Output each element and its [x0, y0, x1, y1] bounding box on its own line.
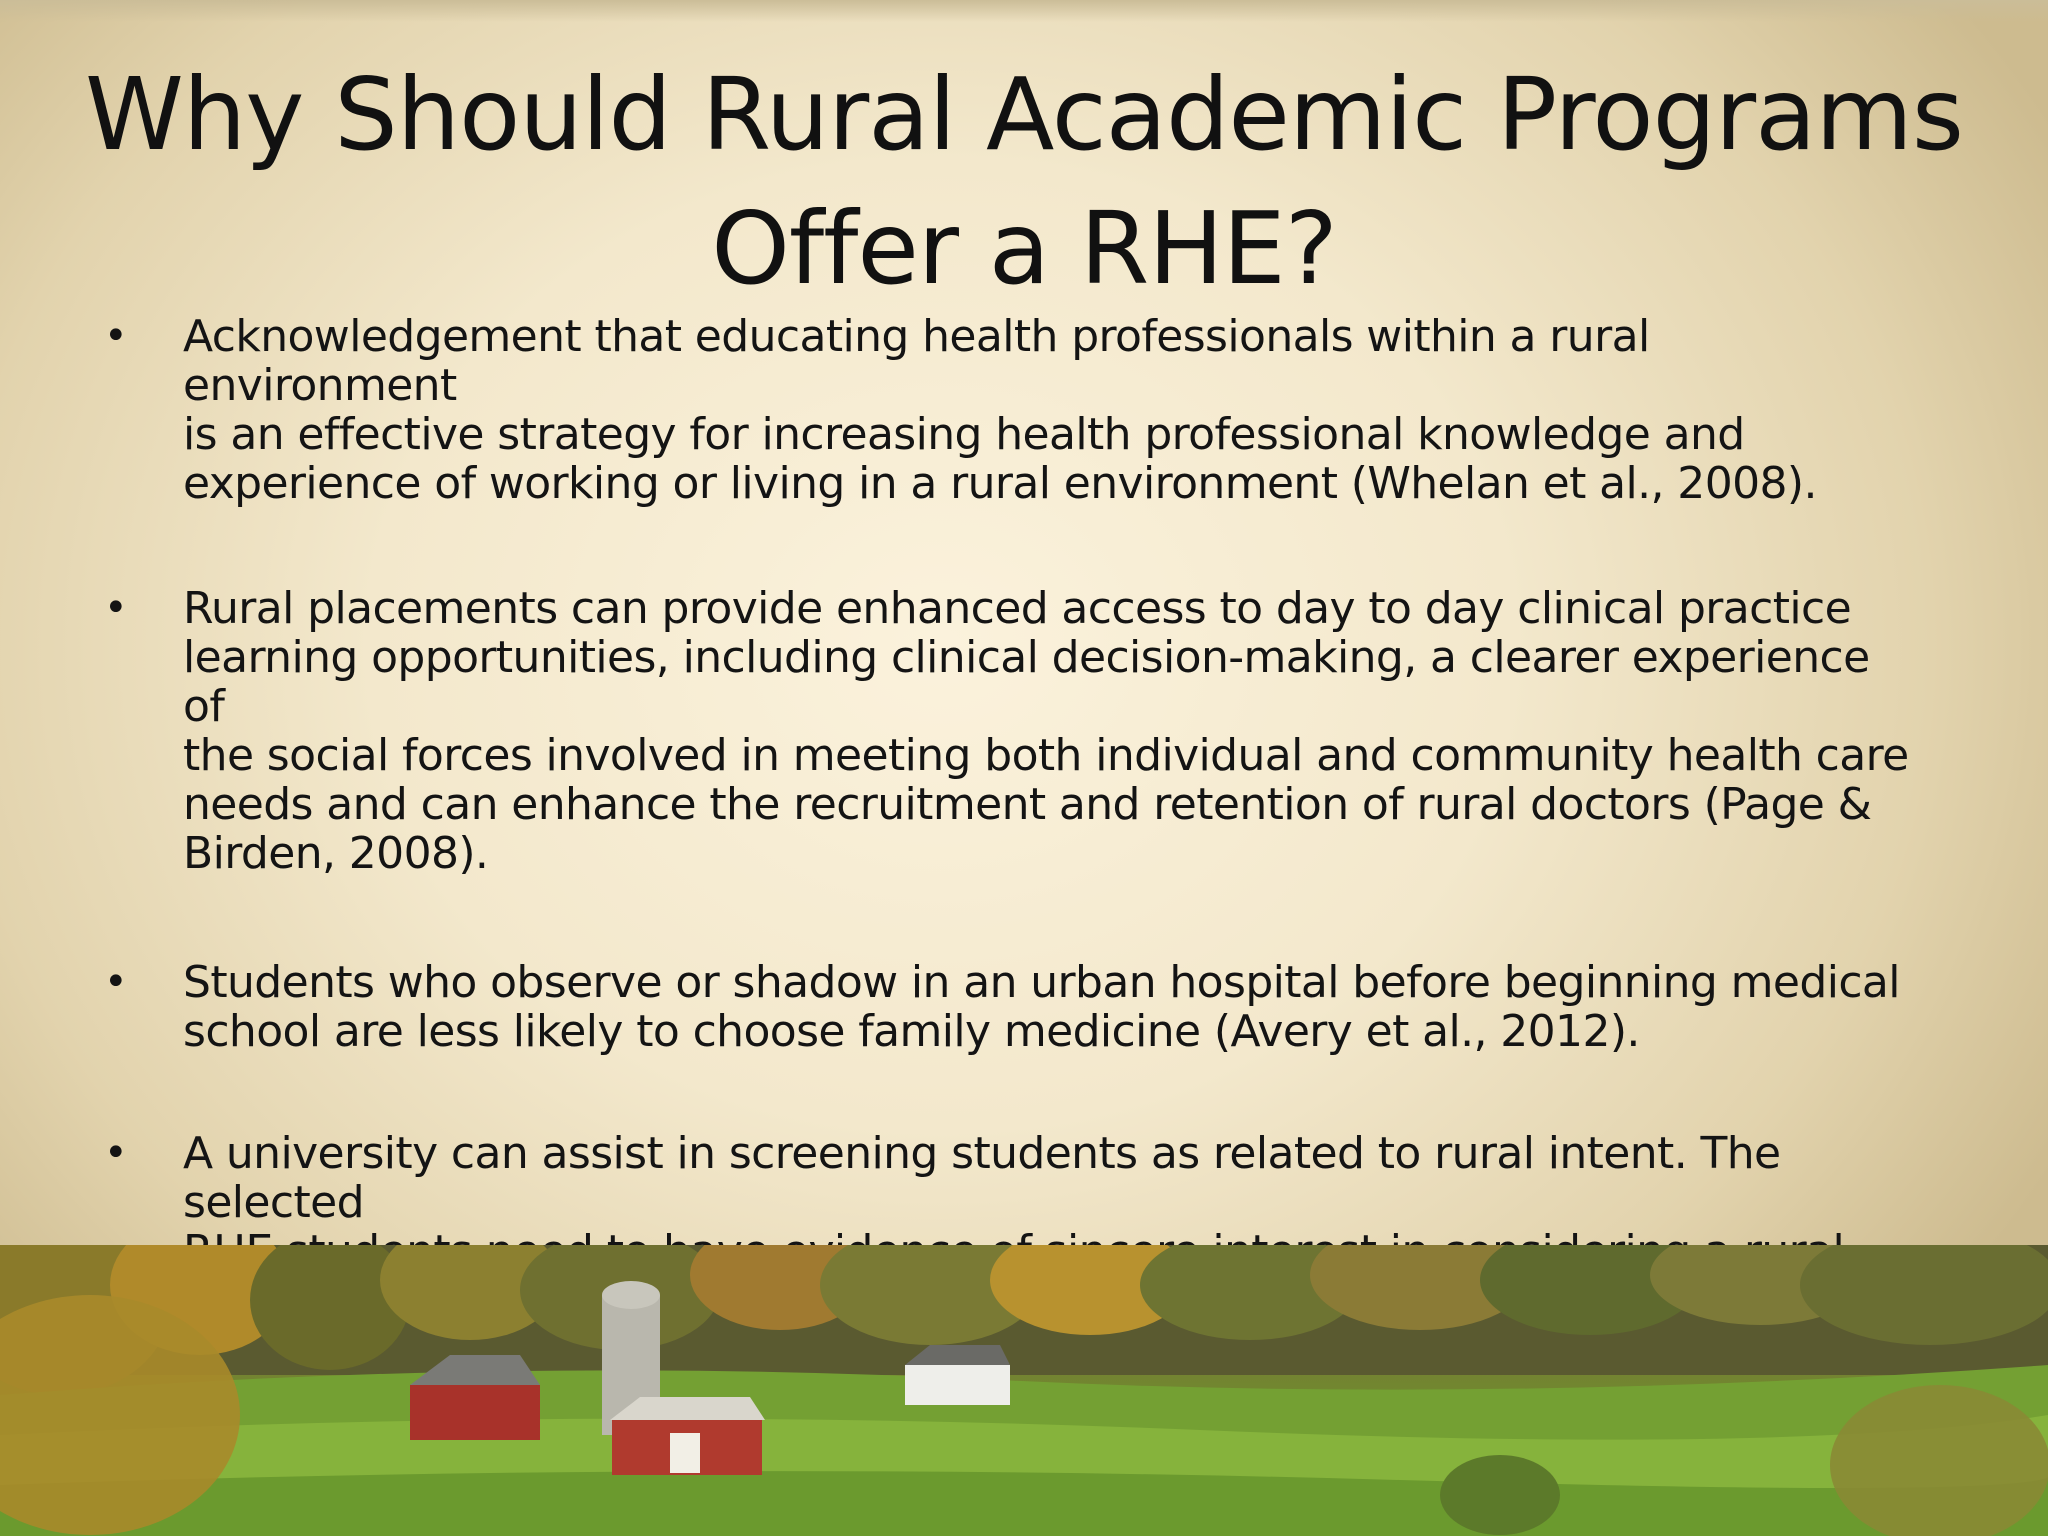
bullet-line: Students who observe or shadow in an urban hospital before beginning medical — [183, 957, 1900, 1008]
bullet-line: Birden, 2008). — [183, 828, 489, 879]
top-edge-shade — [0, 0, 2048, 22]
bullet-spacer — [0, 1056, 2048, 1129]
bullet-marker: • — [104, 585, 127, 631]
bullet-line: is an effective strategy for increasing health professional knowledge and — [183, 409, 1745, 460]
rural-landscape-photo — [0, 1245, 2048, 1536]
silo-dome — [602, 1281, 660, 1309]
title-line-2: Offer a RHE? — [711, 190, 1337, 307]
landscape-illustration — [0, 1245, 2048, 1536]
bullet-line: the social forces involved in meeting both individual and community health care — [183, 730, 1909, 781]
bullet-line: learning opportunities, including clinical decision-making, a clearer experience of — [183, 632, 1870, 732]
bullet-marker: • — [104, 313, 127, 359]
bullet-line: school are less likely to choose family medicine (Avery et al., 2012). — [183, 1006, 1640, 1057]
bullet-marker: • — [104, 1130, 127, 1176]
slide-title — [0, 48, 2048, 316]
white-farmhouse — [905, 1345, 1010, 1405]
red-barn-right — [610, 1397, 765, 1475]
bullet-line: needs and can enhance the recruitment and retention of rural doctors (Page & — [183, 779, 1872, 830]
bullet-item-3 — [0, 958, 1923, 1056]
bullet-item-2 — [0, 584, 1923, 878]
bullet-line: Acknowledgement that educating health professionals within a rural environment — [183, 311, 1650, 411]
bullet-spacer — [0, 878, 2048, 958]
bullet-line: Rural placements can provide enhanced access to day to day clinical practice — [183, 583, 1852, 634]
bullet-line: experience of working or living in a rural environment (Whelan et al., 2008). — [183, 458, 1817, 509]
bullet-spacer — [0, 508, 2048, 584]
title-line-1: Why Should Rural Academic Programs — [85, 56, 1963, 173]
bullet-line: A university can assist in screening students as related to rural intent. The selected — [183, 1128, 1781, 1228]
bullet-item-1 — [0, 312, 1923, 508]
bullet-marker: • — [104, 959, 127, 1005]
